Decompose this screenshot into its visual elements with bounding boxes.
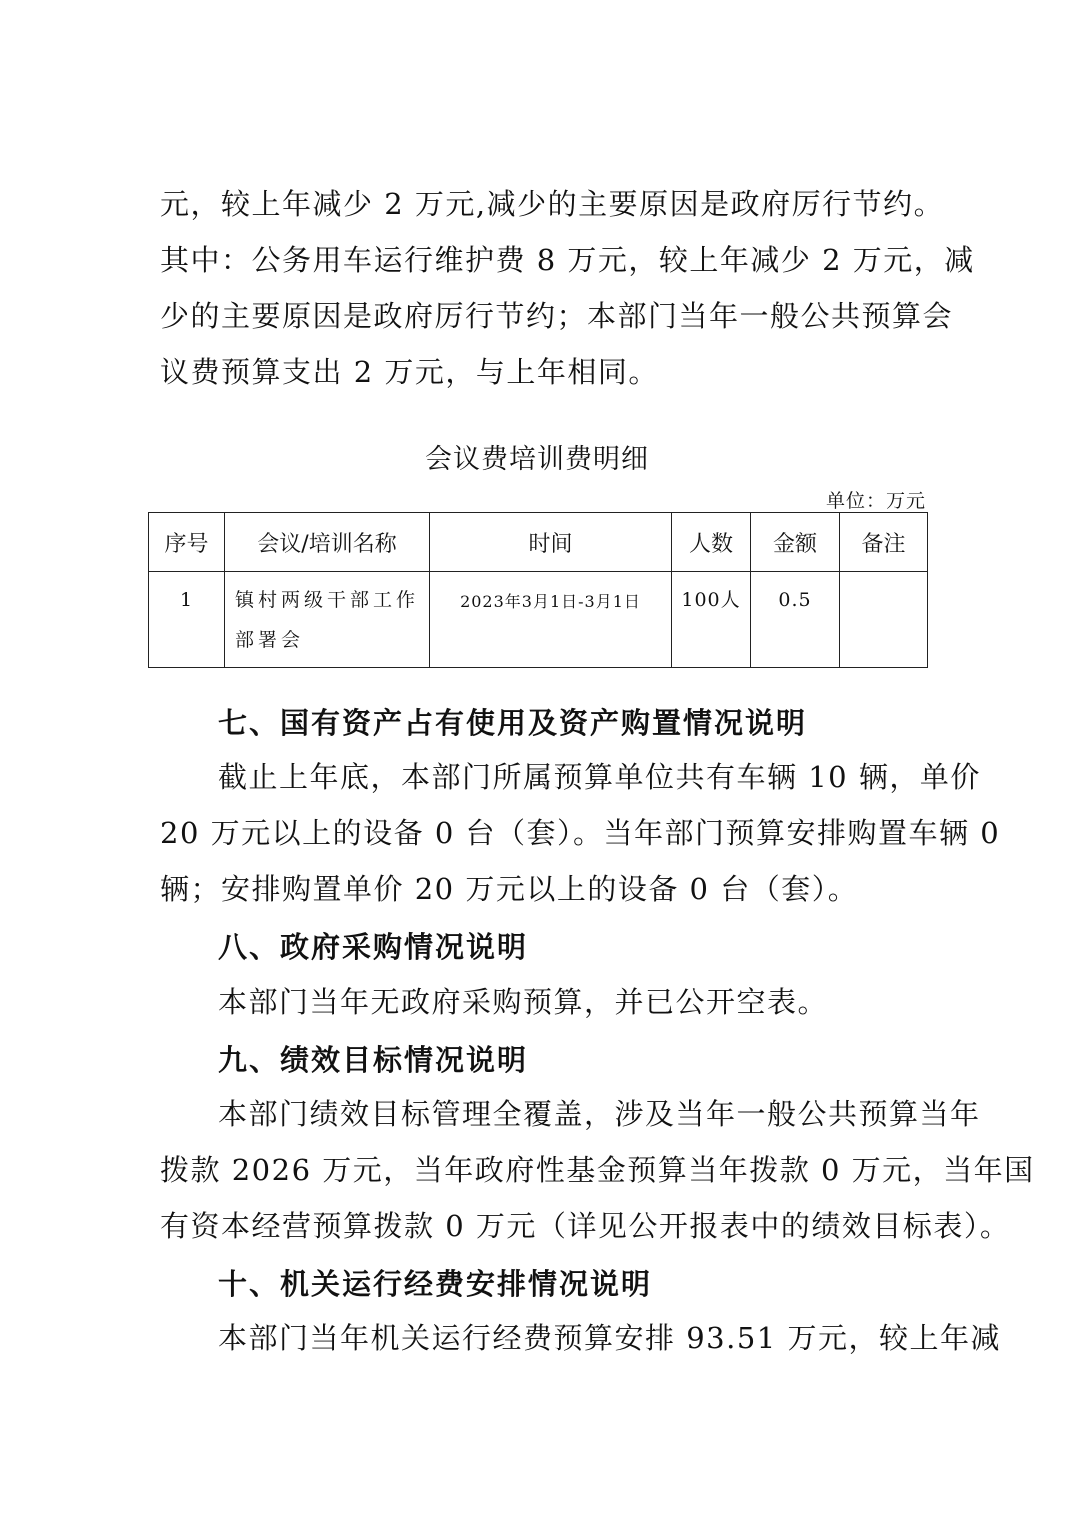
text-line: 本部门当年机关运行经费预算安排 93.51 万元，较上年减 (218, 1321, 1001, 1355)
cell-time: 2023年3月1日-3月1日 (430, 572, 672, 668)
cell-amount: 0.5 (751, 572, 840, 668)
header-people: 人数 (672, 513, 751, 572)
header-amount: 金额 (751, 513, 840, 572)
section-heading-7: 七、国有资产占有使用及资产购置情况说明 (218, 706, 808, 740)
text-line: 少的主要原因是政府厉行节约；本部门当年一般公共预算会 (160, 299, 954, 333)
text-line: 本部门当年无政府采购预算，并已公开空表。 (218, 985, 829, 1019)
text-line: 辆；安排购置单价 20 万元以上的设备 0 台（套）。 (160, 872, 859, 906)
text-line: 有资本经营预算拨款 0 万元（详见公开报表中的绩效目标表）。 (160, 1209, 1011, 1243)
table-header-row (149, 513, 928, 572)
meeting-training-table (148, 512, 928, 668)
section-7-body (160, 749, 1001, 917)
text-line: 议费预算支出 2 万元，与上年相同。 (160, 355, 659, 389)
text-line: 其中：公务用车运行维护费 8 万元，较上年减少 2 万元，减 (160, 243, 975, 277)
top-paragraph (160, 176, 975, 400)
table-title: 会议费培训费明细 (425, 444, 649, 475)
section-10-body (160, 1310, 1001, 1366)
cell-name: 镇村两级干部工作部署会 (225, 572, 430, 668)
section-heading-8: 八、政府采购情况说明 (218, 930, 529, 964)
text-line: 元，较上年减少 2 万元,减少的主要原因是政府厉行节约。 (160, 187, 945, 221)
cell-index: 1 (149, 572, 225, 668)
header-index: 序号 (149, 513, 225, 572)
text-line: 20 万元以上的设备 0 台（套）。当年部门预算安排购置车辆 0 (160, 816, 1001, 850)
section-heading-10: 十、机关运行经费安排情况说明 (218, 1267, 653, 1301)
header-time: 时间 (430, 513, 672, 572)
text-line: 截止上年底，本部门所属预算单位共有车辆 10 辆，单价 (218, 760, 981, 794)
text-line: 本部门绩效目标管理全覆盖，涉及当年一般公共预算当年 (218, 1097, 981, 1131)
text-line: 拨款 2026 万元，当年政府性基金预算当年拨款 0 万元，当年国 (160, 1153, 1035, 1187)
table-row (149, 572, 928, 668)
header-name: 会议/培训名称 (225, 513, 430, 572)
section-9-body (160, 1086, 1035, 1254)
cell-note (840, 572, 928, 668)
section-8-body (160, 974, 928, 1030)
header-note: 备注 (840, 513, 928, 572)
cell-people: 100人 (672, 572, 751, 668)
table-unit: 单位：万元 (825, 490, 926, 512)
section-heading-9: 九、绩效目标情况说明 (218, 1043, 529, 1077)
